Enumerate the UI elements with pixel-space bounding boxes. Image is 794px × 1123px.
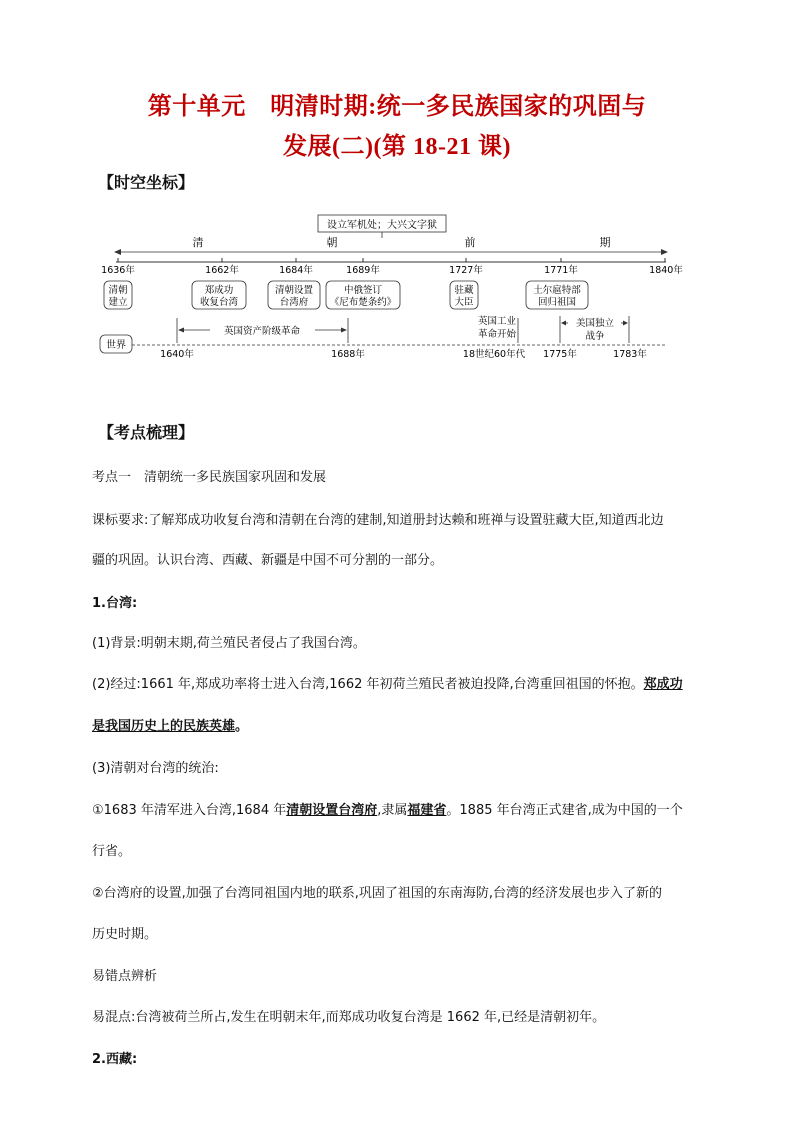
- era-char-1: 清: [192, 236, 204, 249]
- rule-point2-line1: ②台湾府的设置,加强了台湾同祖国内地的联系,巩固了祖国的东南海防,台湾的经济发展也步入了新的: [92, 886, 663, 901]
- era-char-2: 朝: [326, 236, 338, 249]
- process-bold-1: 郑成功: [643, 677, 683, 692]
- rule-point1-e: 。1885 年台湾正式建省,成为中国的一个: [446, 803, 683, 818]
- rule-point1-c: ,隶属: [377, 803, 408, 818]
- american-war-line2: 战争: [585, 331, 605, 342]
- event-text: 台湾府: [279, 297, 309, 308]
- rule-point1-line2: 行省。: [92, 844, 132, 859]
- era-arrow-left: [114, 249, 121, 255]
- event-text: 收复台湾: [199, 297, 239, 308]
- top-event-text: 设立军机处；大兴文字狱: [327, 220, 437, 231]
- year-label: 1636年: [101, 265, 135, 276]
- event-text: 回归祖国: [537, 297, 577, 308]
- event-text: 驻藏: [454, 285, 474, 296]
- rule-point2-line2: 历史时期。: [92, 927, 158, 942]
- event-text: 建立: [108, 297, 128, 308]
- section-review-heading: 【考点梳理】: [98, 423, 195, 442]
- rule-point1-d: 福建省: [407, 803, 447, 818]
- background-paragraph: (1)背景:明朝末期,荷兰殖民者侵占了我国台湾。: [92, 636, 366, 651]
- process-text: (2)经过:1661 年,郑成功率将士进入台湾,1662 年初荷兰殖民者被迫投降,台湾重回祖国的怀抱。: [92, 677, 644, 692]
- american-war-line1: 美国独立: [575, 318, 615, 329]
- event-text: 大臣: [454, 297, 474, 308]
- industrial-revolution-line1: 英国工业: [477, 316, 517, 327]
- process-line1: [92, 673, 683, 692]
- event-text: 郑成功: [204, 285, 234, 296]
- world-year-label: 1688年: [331, 349, 365, 360]
- world-year-label: 1640年: [160, 349, 194, 360]
- event-text: 清朝设置: [274, 285, 314, 296]
- world-year-label: 18世纪60年代: [462, 349, 526, 360]
- process-line2: [92, 715, 248, 734]
- kaodian-heading: 考点一 清朝统一多民族国家巩固和发展: [92, 470, 327, 485]
- taiwan-heading: 1.台湾:: [92, 596, 138, 611]
- era-char-3: 前: [464, 236, 476, 249]
- process-end: 。: [235, 719, 249, 734]
- event-text: 中俄签订: [343, 285, 383, 296]
- rule-point1-b: 清朝设置台湾府: [286, 803, 378, 818]
- world-year-label: 1783年: [613, 349, 647, 360]
- tibet-heading: 2.西藏:: [92, 1052, 138, 1067]
- world-label: 世界: [106, 340, 126, 351]
- year-label: 1689年: [346, 265, 380, 276]
- rule-heading: (3)清朝对台湾的统治:: [92, 761, 219, 776]
- event-text: 《尼布楚条约》: [329, 297, 397, 308]
- industrial-revolution-line2: 革命开始: [477, 329, 517, 340]
- year-label: 1771年: [544, 265, 578, 276]
- english-revolution-label: 英国资产阶级革命: [223, 326, 301, 337]
- confusion-point: 易混点:台湾被荷兰所占,发生在明朝末年,而郑成功收复台湾是 1662 年,已经是清朝初年。: [92, 1010, 606, 1025]
- year-label: 1840年: [649, 265, 683, 276]
- rule-point1-line1: [92, 799, 683, 818]
- process-bold-2: 是我国历史上的民族英雄: [92, 719, 236, 734]
- event-text: 土尔扈特部: [533, 285, 581, 296]
- section-timeline-heading: 【时空坐标】: [98, 173, 195, 192]
- rule-point1-a: ①1683 年清军进入台湾,1684 年: [92, 803, 287, 818]
- event-text: 清朝: [108, 285, 128, 296]
- year-label: 1684年: [279, 265, 313, 276]
- error-analysis-heading: 易错点辨析: [92, 969, 158, 984]
- page-title-line1: 第十单元 明清时期:统一多民族国家的巩固与: [147, 94, 647, 120]
- era-arrow-right: [661, 249, 668, 255]
- year-label: 1727年: [449, 265, 483, 276]
- kebiao-line1: 课标要求:了解郑成功收复台湾和清朝在台湾的建制,知道册封达赖和班禅与设置驻藏大臣,知道西北边: [92, 513, 664, 528]
- timeline-diagram: [0, 0, 794, 380]
- world-year-label: 1775年: [543, 349, 577, 360]
- era-char-4: 期: [599, 236, 611, 249]
- year-label: 1662年: [205, 265, 239, 276]
- page-title-line2: 发展(二)(第 18-21 课): [283, 134, 511, 160]
- kebiao-line2: 疆的巩固。认识台湾、西藏、新疆是中国不可分割的一部分。: [92, 553, 444, 568]
